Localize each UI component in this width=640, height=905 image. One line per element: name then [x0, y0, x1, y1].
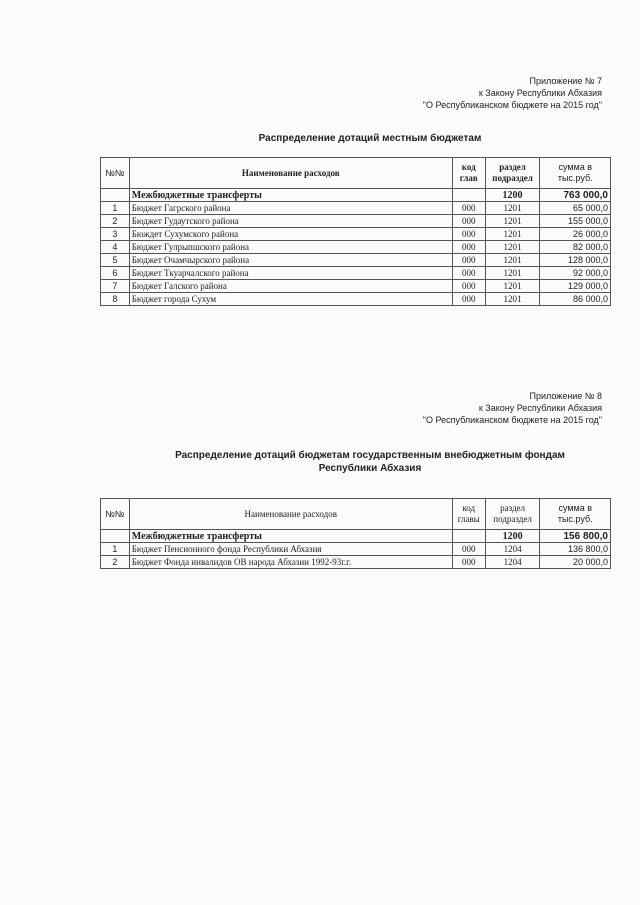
total-section: 1200 [485, 530, 540, 543]
row-number [101, 530, 130, 543]
table-row [101, 215, 611, 228]
total-section: 1200 [485, 189, 540, 202]
appendix-number: Приложение № 8 [529, 391, 602, 401]
appendix-law: к Закону Республики Абхазия [478, 403, 602, 413]
row-code: 000 [452, 280, 485, 293]
row-sum: 128 000,0 [540, 254, 611, 267]
table-row [101, 556, 611, 569]
column-header: сумма в тыс.руб. [540, 158, 611, 189]
table2-title-line2: Республики Абхазия [318, 463, 422, 474]
row-number: 2 [101, 556, 130, 569]
row-section: 1201 [485, 215, 540, 228]
table-row [101, 202, 611, 215]
column-header: №№ [101, 499, 130, 530]
row-sum: 136 800,0 [540, 543, 611, 556]
row-number: 8 [101, 293, 130, 306]
column-header: сумма в тыс.руб. [540, 499, 611, 530]
table-row [101, 228, 611, 241]
row-number: 7 [101, 280, 130, 293]
row-number [101, 189, 130, 202]
row-name: Бюджет Гагрского района [129, 202, 452, 215]
row-name: Бюджет Фонда инвалидов ОВ народа Абхазии 1992-93г.г. [129, 556, 452, 569]
row-name: Бюджет Пенсионного фонда Республики Абхазия [129, 543, 452, 556]
table-row [101, 280, 611, 293]
row-section: 1204 [485, 556, 540, 569]
appendix-8-header [423, 390, 602, 426]
total-sum: 156 800,0 [540, 530, 611, 543]
table1-title: Распределение дотаций местным бюджетам [258, 133, 482, 144]
row-name: Бюждет Сухумского района [129, 228, 452, 241]
table-row [101, 267, 611, 280]
column-header: №№ [101, 158, 130, 189]
total-code [452, 530, 485, 543]
column-header: Наименование расходов [129, 499, 452, 530]
appendix-7-header [423, 75, 602, 111]
row-section: 1201 [485, 280, 540, 293]
row-sum: 65 000,0 [540, 202, 611, 215]
row-number: 5 [101, 254, 130, 267]
row-sum: 86 000,0 [540, 293, 611, 306]
row-sum: 20 000,0 [540, 556, 611, 569]
total-row [101, 189, 611, 202]
row-name: Бюджет Очамчырского района [129, 254, 452, 267]
appendix-number: Приложение № 7 [529, 76, 602, 86]
row-number: 1 [101, 202, 130, 215]
row-number: 4 [101, 241, 130, 254]
column-header: раздел подраздел [485, 499, 540, 530]
row-code: 000 [452, 202, 485, 215]
row-sum: 82 000,0 [540, 241, 611, 254]
total-sum: 763 000,0 [540, 189, 611, 202]
column-header: код главы [452, 499, 485, 530]
row-code: 000 [452, 293, 485, 306]
total-row [101, 530, 611, 543]
row-code: 000 [452, 556, 485, 569]
row-code: 000 [452, 267, 485, 280]
row-code: 000 [452, 228, 485, 241]
table2-title-line1: Распределение дотаций бюджетам государственным внебюджетным фондам [175, 450, 565, 461]
row-name: Бюджет Гудаутского района [129, 215, 452, 228]
row-sum: 26 000,0 [540, 228, 611, 241]
column-header: раздел подраздел [485, 158, 540, 189]
row-number: 6 [101, 267, 130, 280]
row-section: 1201 [485, 293, 540, 306]
row-code: 000 [452, 254, 485, 267]
total-name: Межбюджетные трансферты [129, 189, 452, 202]
appendix-law-title: "О Республиканском бюджете на 2015 год" [422, 100, 602, 110]
table2-title [0, 449, 640, 475]
row-sum: 92 000,0 [540, 267, 611, 280]
column-header: код глав [452, 158, 485, 189]
row-code: 000 [452, 241, 485, 254]
row-name: Бюджет Галского района [129, 280, 452, 293]
row-code: 000 [452, 543, 485, 556]
table-row [101, 543, 611, 556]
total-name: Межбюджетные трансферты [129, 530, 452, 543]
row-number: 1 [101, 543, 130, 556]
row-section: 1204 [485, 543, 540, 556]
extrabudgetary-funds-subsidies-table [100, 498, 611, 569]
table-row [101, 293, 611, 306]
row-sum: 155 000,0 [540, 215, 611, 228]
table-row [101, 241, 611, 254]
row-number: 3 [101, 228, 130, 241]
row-section: 1201 [485, 254, 540, 267]
row-name: Бюджет Гулрыпшского района [129, 241, 452, 254]
row-name: Бюджет города Сухум [129, 293, 452, 306]
row-section: 1201 [485, 241, 540, 254]
header-row [101, 158, 611, 189]
column-header: Наименование расходов [129, 158, 452, 189]
appendix-law: к Закону Республики Абхазия [478, 88, 602, 98]
row-name: Бюджет Ткуарчалского района [129, 267, 452, 280]
row-section: 1201 [485, 267, 540, 280]
table-row [101, 254, 611, 267]
row-number: 2 [101, 215, 130, 228]
row-section: 1201 [485, 202, 540, 215]
total-code [452, 189, 485, 202]
header-row [101, 499, 611, 530]
row-code: 000 [452, 215, 485, 228]
appendix-law-title: "О Республиканском бюджете на 2015 год" [422, 415, 602, 425]
row-sum: 129 000,0 [540, 280, 611, 293]
row-section: 1201 [485, 228, 540, 241]
local-budget-subsidies-table [100, 157, 611, 306]
